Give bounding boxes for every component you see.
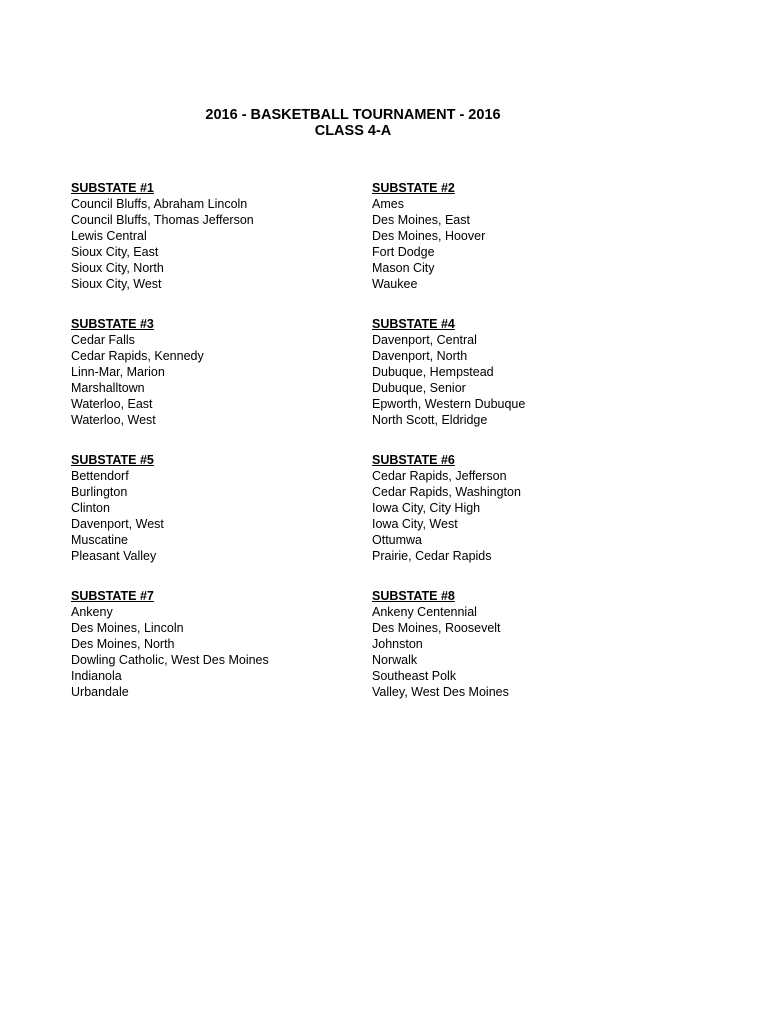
school-item: Iowa City, City High [372,501,481,515]
substate-title: SUBSTATE #8 [372,589,455,603]
school-item: Pleasant Valley [71,549,157,563]
school-item: Southeast Polk [372,669,457,683]
school-item: Ames [372,197,404,211]
school-item: Dubuque, Hempstead [372,365,494,379]
substate-block-5 [71,452,372,564]
school-item: Cedar Rapids, Jefferson [372,469,507,483]
school-item: Sioux City, East [71,245,159,259]
school-item: Muscatine [71,533,128,547]
school-item: Burlington [71,485,128,499]
school-item: Urbandale [71,685,129,699]
school-item: Fort Dodge [372,245,435,259]
substate-row [71,316,671,428]
substate-title: SUBSTATE #2 [372,181,455,195]
school-item: Bettendorf [71,469,129,483]
school-item: Dubuque, Senior [372,381,466,395]
substate-title: SUBSTATE #6 [372,453,455,467]
school-item: Davenport, West [71,517,164,531]
school-item: Epworth, Western Dubuque [372,397,526,411]
school-list [372,196,673,292]
school-list [372,332,673,428]
school-item: Council Bluffs, Thomas Jefferson [71,213,254,227]
school-item: Ankeny Centennial [372,605,477,619]
school-item: Davenport, North [372,349,468,363]
school-item: Cedar Rapids, Kennedy [71,349,204,363]
school-list [71,196,372,292]
document-header [0,106,706,140]
school-item: Clinton [71,501,110,515]
school-item: Des Moines, Lincoln [71,621,184,635]
substate-title: SUBSTATE #3 [71,317,154,331]
school-item: Prairie, Cedar Rapids [372,549,492,563]
school-item: Lewis Central [71,229,147,243]
school-item: Cedar Falls [71,333,135,347]
substate-block-8 [372,588,673,700]
substate-title: SUBSTATE #1 [71,181,154,195]
substate-block-2 [372,180,673,292]
school-item: Waterloo, East [71,397,153,411]
school-item: Des Moines, Hoover [372,229,486,243]
school-list [372,604,673,700]
substate-row [71,180,671,292]
school-list [71,604,372,700]
school-item: North Scott, Eldridge [372,413,488,427]
substate-row [71,588,671,700]
substate-block-4 [372,316,673,428]
substate-title: SUBSTATE #5 [71,453,154,467]
school-item: Linn-Mar, Marion [71,365,165,379]
substate-block-1 [71,180,372,292]
school-item: Des Moines, North [71,637,175,651]
substate-title: SUBSTATE #7 [71,589,154,603]
substate-title: SUBSTATE #4 [372,317,455,331]
school-item: Valley, West Des Moines [372,685,509,699]
school-item: Des Moines, Roosevelt [372,621,501,635]
school-item: Marshalltown [71,381,145,395]
substate-row [71,452,671,564]
school-item: Council Bluffs, Abraham Lincoln [71,197,248,211]
school-item: Ottumwa [372,533,423,547]
school-item: Waukee [372,277,418,291]
school-item: Johnston [372,637,423,651]
substate-block-3 [71,316,372,428]
school-item: Des Moines, East [372,213,470,227]
school-item: Norwalk [372,653,418,667]
school-item: Waterloo, West [71,413,156,427]
school-item: Iowa City, West [372,517,458,531]
school-item: Mason City [372,261,435,275]
substate-block-6 [372,452,673,564]
school-list [71,332,372,428]
school-item: Cedar Rapids, Washington [372,485,521,499]
school-item: Dowling Catholic, West Des Moines [71,653,269,667]
document-title: 2016 - BASKETBALL TOURNAMENT - 2016 [205,107,501,123]
school-item: Sioux City, North [71,261,164,275]
document-subtitle: CLASS 4-A [314,123,392,139]
school-list [372,468,673,564]
substate-block-7 [71,588,372,700]
school-item: Indianola [71,669,122,683]
school-item: Ankeny [71,605,113,619]
substate-grid [71,180,671,724]
school-list [71,468,372,564]
school-item: Davenport, Central [372,333,477,347]
school-item: Sioux City, West [71,277,162,291]
